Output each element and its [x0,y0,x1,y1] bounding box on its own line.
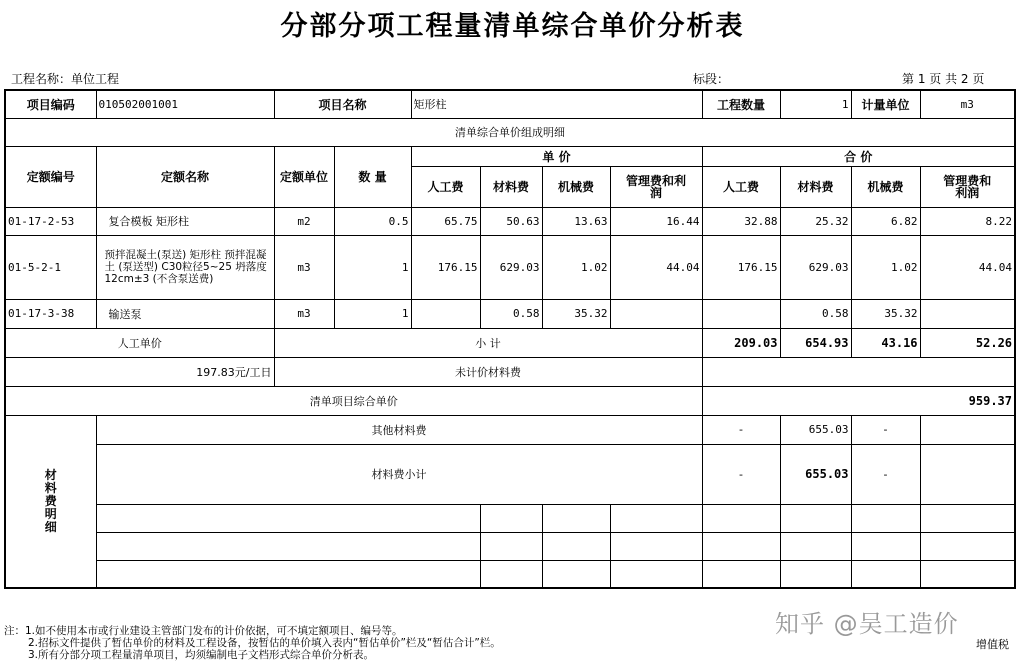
material-subtotal-label: 材料费小计 [96,444,702,504]
other-material-value: 655.03 [780,415,851,444]
row-u-mgmt [610,299,702,328]
row-name: 预拌混凝土(泵送) 矩形柱 预拌混凝土 (泵送型) C30粒径5~25 坍落度12cm±3 (不含泵送费) [96,235,274,299]
page-number: 第 1 页 共 2 页 [902,72,985,86]
row-code: 01-5-2-1 [5,235,96,299]
unpriced-material-value [702,357,1015,386]
col-u-labor: 人工费 [411,166,480,207]
composite-value: 959.37 [702,386,1015,415]
row-t-labor: 32.88 [702,207,780,235]
row-code: 01-17-3-38 [5,299,96,328]
note-line: 3.所有分部分项工程量清单项目，均须编制电子文档形式综合单价分析表。 [28,649,375,661]
row-t-mgmt: 8.22 [920,207,1015,235]
row-t-material: 25.32 [780,207,851,235]
row-unit: m3 [274,235,334,299]
empty-row [5,504,1015,532]
analysis-table [4,89,1016,589]
row-u-machine: 13.63 [542,207,610,235]
row-qty: 0.5 [334,207,411,235]
col-t-machine: 机械费 [851,166,920,207]
col-u-machine: 机械费 [542,166,610,207]
table-row [5,207,1015,235]
row-unit: m3 [274,299,334,328]
col-t-mgmt: 管理费和利润 [920,166,1015,207]
empty-row [5,560,1015,588]
row-t-mgmt [920,299,1015,328]
col-t-material: 材料费 [780,166,851,207]
row-unit: m2 [274,207,334,235]
row-qty: 1 [334,235,411,299]
row-code: 01-17-2-53 [5,207,96,235]
other-material-label: 其他材料费 [96,415,702,444]
row-u-labor: 176.15 [411,235,480,299]
material-detail-label: 材料费明细 [5,415,96,588]
composite-label: 清单项目综合单价 [5,386,702,415]
col-unit-price: 单 价 [411,146,702,166]
empty-row [5,532,1015,560]
col-quota-code: 定额编号 [5,146,96,207]
col-total-price: 合 价 [702,146,1015,166]
material-subtotal-dash: - [851,444,920,504]
watermark: 知乎 @吴工造价 [775,610,959,638]
item-name-label: 项目名称 [274,90,411,118]
quantity-value: 1 [780,90,851,118]
row-u-material: 50.63 [480,207,542,235]
detail-title: 清单综合单价组成明细 [5,118,1015,146]
row-u-material: 0.58 [480,299,542,328]
item-name: 矩形柱 [411,90,702,118]
table-row [5,299,1015,328]
row-u-mgmt: 16.44 [610,207,702,235]
row-u-machine: 35.32 [542,299,610,328]
row-t-machine: 6.82 [851,207,920,235]
subtotal-mgmt: 52.26 [920,328,1015,357]
unit-value: m3 [920,90,1015,118]
page-title: 分部分项工程量清单综合单价分析表 [280,11,745,42]
composite-row [5,386,1015,415]
note-line: 注：1.如不使用本市或行业建设主管部门发布的计价依据，可不填定额项目、编号等。 [4,625,403,637]
other-material-dash: - [702,415,780,444]
unit-label: 计量单位 [851,90,920,118]
row-u-labor [411,299,480,328]
material-subtotal-row [5,444,1015,504]
labor-unit-price: 197.83元/工日 [5,357,274,386]
col-t-labor: 人工费 [702,166,780,207]
row-u-machine: 1.02 [542,235,610,299]
labor-unit-price-label: 人工单价 [5,328,274,357]
row-u-mgmt: 44.04 [610,235,702,299]
row-t-material: 629.03 [780,235,851,299]
row-t-labor [702,299,780,328]
subtotal-row [5,328,1015,357]
material-row [5,415,1015,444]
item-code-label: 项目编码 [5,90,96,118]
col-amount: 数 量 [334,146,411,207]
project-name: 工程名称：单位工程 [11,72,120,86]
col-quota-name: 定额名称 [96,146,274,207]
row-qty: 1 [334,299,411,328]
quantity-label: 工程数量 [702,90,780,118]
row-t-mgmt: 44.04 [920,235,1015,299]
item-code: 010502001001 [96,90,274,118]
col-u-mgmt: 管理费和利润 [610,166,702,207]
section-label: 标段： [693,72,730,86]
note-line: 2.招标文件提供了暂估单价的材料及工程设备，按暂估的单价填入表内“暂估单价”栏及“暂估合计”栏。 [28,637,501,649]
notes [4,625,501,661]
subtotal-machine: 43.16 [851,328,920,357]
row-u-material: 629.03 [480,235,542,299]
row-u-labor: 65.75 [411,207,480,235]
material-subtotal-dash: - [702,444,780,504]
header-row [5,90,1015,118]
row-t-labor: 176.15 [702,235,780,299]
row-t-material: 0.58 [780,299,851,328]
col-u-material: 材料费 [480,166,542,207]
row-t-machine: 1.02 [851,235,920,299]
vat-label: 增值税 [976,638,1009,651]
col-quota-unit: 定额单位 [274,146,334,207]
row-t-machine: 35.32 [851,299,920,328]
table-row [5,235,1015,299]
row-name: 输送泵 [96,299,274,328]
subtotal-material: 654.93 [780,328,851,357]
subtotal-label: 小 计 [274,328,702,357]
other-material-dash: - [851,415,920,444]
row-name: 复合模板 矩形柱 [96,207,274,235]
unpriced-material-label: 未计价材料费 [274,357,702,386]
subtotal-labor: 209.03 [702,328,780,357]
material-subtotal-value: 655.03 [780,444,851,504]
unpriced-row [5,357,1015,386]
